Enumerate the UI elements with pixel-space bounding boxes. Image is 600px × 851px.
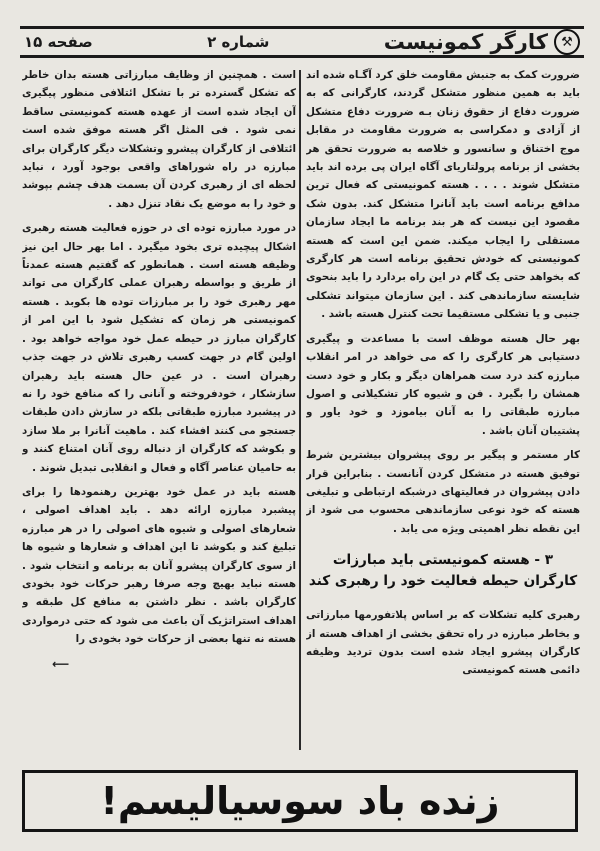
- paragraph: رهبری کلیه تشکلات که بر اساس پلاتفورمها مبارزاتی و بخاطر مبارزه در راه تحقق بخشی از اهداف هسته از کارگران پیشرو ایجاد شده است بدون تردید وظیفه دائمی هسته کمونیستی: [306, 609, 580, 677]
- left-column: [22, 66, 296, 766]
- paper-name: کارگر کمونیست: [383, 30, 548, 54]
- article-columns: [22, 66, 580, 766]
- right-column: [306, 66, 580, 766]
- hammer-sickle-logo-icon: ⚒: [554, 29, 580, 55]
- paragraph: بهر حال هسته موظف است با مساعدت و پیگیری دستیابی هر کارگری را که می خواهد در امر انقلاب مبارزه کند درد ست همراهان دیگر و بکار و خود دست همشان را بگیرد . فن و شیوه کار تشکیلاتی و اصول مبارزه طبقاتی را به آنان بیاموزد و خود یاور و پشتیبان آنان باشد .: [306, 332, 580, 437]
- masthead: [384, 29, 580, 55]
- paragraph: است . همچنین از وظایف مبارزاتی هسته بدان خاطر که تشکل گسترده تر با تشکل ائتلافی منظور پیگیری آن ایجاد شده است از عهده هسته کمونیستی ساقط نمی شود . فی المثل اگر هسته موفق شده است ائتلافی از کارگران پیشرو وتشکلات دیگر کارگران برای مبارزه در راه شوراهای واقعی بوجود آورد ، نباید لحظه ای از رهبری کردن آن بسمت هدف چشم بپوشد و خود را به موضع یک نقاد تنزل دهد .: [22, 69, 296, 210]
- page-number: صفحه ۱۵: [24, 33, 93, 51]
- paragraph: در مورد مبارزه توده ای در حوزه فعالیت هسته رهبری اشکال پیچیده تری بخود میگیرد . اما بهر حال این نیز وظیفه هسته است . همانطور که گفتیم هسته عمدتاً از طریق و بواسطه رهبران عملی کارگران می تواند مهر رهبری خود را بر مبارزات توده ها بکوبد . هسته کمونیستی هر زمان که تشکیل شود با این امر از کارگران مبارز در حیطه عمل خود مواجه خواهد بود . اولین گام در جهت کسب رهبری تلاش در جهت جذب رهبران است . در عین حال هسته باید رهبران سازشکار ، خودفروخته و آنانی را که منافع خود را نه در پیشبرد مبارزه طبقاتی بلکه در سازش دادن طبقات جستجو می کنند افشاء کند . ماهیت آنانرا بر ملا سازد و بکوشد که کارگران از دنباله روی آنان امتناع کنند و به حامیان عناصر آگاه و فعال و انقلابی تبدیل شوند .: [22, 222, 296, 474]
- paragraph: ضرورت کمک به جنبش مقاومت خلق کرد آگـاه شده اند باید به همین منظور متشکل گردند، کارگرانی که به ضرورت دفاع از حقوق زنان بـه ضرورت دفاع متشکل از آزادی و دمکراسی به ضرورت مقاومت در مقابل موج اختناق و سانسور و خلاصه به ضرورت تحقق هر بخشی از برنامه پرولتاریای آگاه ایران پی برده اند باید متشکل شوند . . . . هسته کمونیستی که فعال ترین مدافع برنامه است باید آنانرا متشکل کند. بدون شک مقصود این نیست که هر بند برنامه ما ایجاد سازمان مستقلی را ایجاب میکند. ضمن این است که هسته کمونیستی که خودش تحقیق برنامه است هر کارگری که بخواهد حتی یک گام در این راه بردارد را باید بنحوی شایسته سازماندهی کند . این سازمان میتواند تشکلی جنبی و یا تشکلی مستقیما تحت کنترل هسته باشد .: [306, 69, 580, 321]
- continuation-arrow-icon: ⟵: [52, 656, 70, 671]
- slogan-banner: [22, 770, 578, 832]
- paragraph: کار مستمر و پیگیر بر روی پیشروان بیشترین شرط توفیق هسته در متشکل کردن آنانست . بنابراین قرار دادن پیشروان در فعالیتهای درشبکه ارتباطی و تبلیغی هسته که خود نوعی سازماندهی محسوب می شود از این نقطه نظر اهمیتی ویژه می یابد .: [306, 449, 580, 535]
- slogan: زنده باد سوسیالیسم!: [100, 779, 500, 823]
- issue-number: شماره ۲: [207, 33, 270, 51]
- section-heading: ۳ - هسته کمونیستی باید مبارزات کارگران حیطه فعالیت خود را رهبری کند: [308, 552, 578, 590]
- page-header: [20, 26, 584, 58]
- paragraph: هسته باید در عمل خود بهترین رهنمودها را برای پیشبرد مبارزه ارائه دهد . باید اهداف اصولی ، شعارهای اصولی و شیوه های اصولی را در هر مبارزه تبلیغ کند و بکوشد تا این اهداف و شعارها و شیوه ها از سوی کارگران پیشرو آنان به برنامه و انتخاب شود . هسته نباید بهیچ وجه صرفا رهبر حرکات خود بخودی کارگران باشد . نظر داشتن به منافع کل طبقه و اهداف استراتژیک آن باعث می شود که حتی درمواردی هسته نه تنها بعضی از حرکات خود بخودی را: [22, 485, 296, 646]
